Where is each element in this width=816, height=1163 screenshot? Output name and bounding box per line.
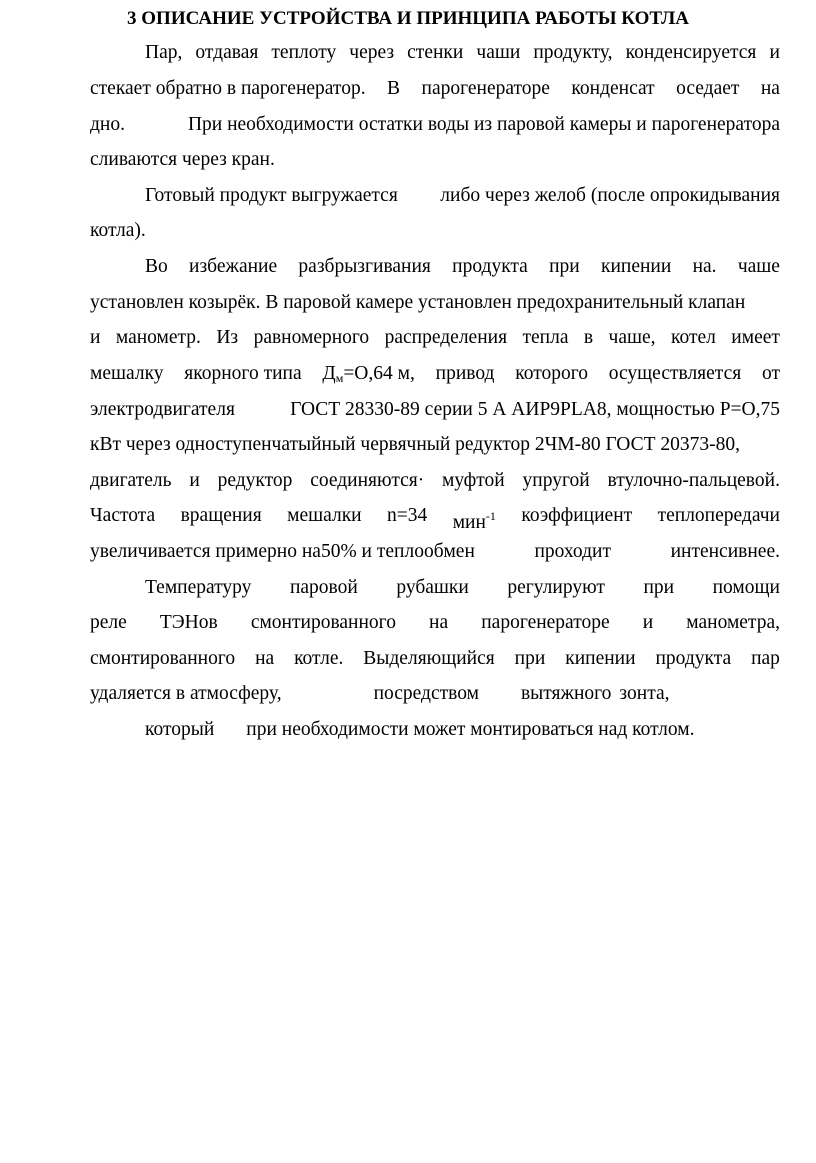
word: парогенераторе — [481, 612, 610, 633]
word: имеет — [731, 327, 780, 348]
word: кВт через одноступенчатыйный червячный редуктор 2ЧМ-80 ГОСТ 20373-80, — [90, 434, 741, 455]
word: Готовый продукт выгружается — [145, 185, 398, 206]
word: осуществляется — [608, 363, 742, 384]
diameter-formula — [322, 361, 414, 387]
word: редуктор — [217, 470, 293, 491]
word: электродвигателя — [90, 399, 235, 420]
unit-text: мин — [452, 512, 486, 533]
text-line — [90, 76, 780, 102]
word: продукта — [655, 648, 732, 669]
word: манометра, — [686, 612, 780, 633]
word: привод — [435, 363, 495, 384]
rpm-unit — [452, 503, 496, 533]
word: удаляется в атмосферу, — [90, 683, 282, 704]
word: на. — [692, 256, 717, 277]
word: при — [514, 648, 546, 669]
word: Пар, — [145, 42, 183, 63]
word: рубашки — [396, 577, 469, 598]
word: двигатель — [90, 470, 172, 491]
word: чаши — [476, 42, 521, 63]
word: и — [769, 42, 780, 63]
word: Температуру — [145, 577, 252, 598]
word: отдавая — [195, 42, 259, 63]
text-line — [90, 610, 780, 636]
word: котел — [670, 327, 716, 348]
word: при — [643, 577, 675, 598]
word: вращения — [180, 505, 262, 526]
word: упругой — [522, 470, 590, 491]
text-line — [90, 361, 780, 387]
text-line — [90, 468, 780, 494]
word: В — [387, 78, 401, 99]
word: смонтированного — [250, 612, 396, 633]
word: Выделяющийся — [363, 648, 495, 669]
word: ТЭНов — [159, 612, 218, 633]
word: интенсивнее. — [670, 541, 780, 562]
word: чаше, — [608, 327, 656, 348]
word: мешалки — [287, 505, 362, 526]
formula-letter: Д — [322, 363, 336, 384]
word: продукта — [452, 256, 528, 277]
word: муфтой — [442, 470, 505, 491]
text-line — [90, 218, 780, 244]
word: посредством — [373, 683, 479, 704]
word: тепла — [522, 327, 569, 348]
word: котла). — [90, 220, 146, 241]
word: через — [349, 42, 395, 63]
word: теплопередачи — [657, 505, 780, 526]
word: реле — [90, 612, 127, 633]
word: конденсируется — [625, 42, 757, 63]
word: кипении — [601, 256, 672, 277]
word: при необходимости может монтироваться над котлом. — [246, 719, 695, 740]
text-line — [90, 681, 730, 707]
word: смонтированного — [90, 648, 236, 669]
word: регулируют — [507, 577, 605, 598]
word: продукту, — [533, 42, 613, 63]
word: парогенераторе — [421, 78, 550, 99]
word: ГОСТ 28330-89 серии 5 А АИР9PLA8, мощностью Р=О,75 — [290, 399, 780, 420]
word: равномерного — [253, 327, 370, 348]
word: стекает обратно в парогенератор. — [90, 78, 366, 99]
word: на — [429, 612, 449, 633]
word: и — [642, 612, 654, 633]
word: избежание — [189, 256, 278, 277]
text-line — [90, 432, 780, 458]
text-line — [90, 397, 780, 423]
word: паровой — [289, 577, 358, 598]
word: в — [583, 327, 594, 348]
word: Из — [216, 327, 239, 348]
word: конденсат — [571, 78, 655, 99]
word: которого — [515, 363, 588, 384]
word: дно. — [90, 114, 125, 135]
word: манометр. — [115, 327, 201, 348]
text-line — [90, 290, 780, 316]
text-line — [90, 112, 780, 138]
text-line — [145, 717, 780, 743]
word: мешалку — [90, 363, 164, 384]
word: на — [255, 648, 275, 669]
word: n=34 — [387, 505, 428, 526]
formula-subscript: м — [335, 371, 344, 385]
word: вытяжного — [520, 683, 612, 704]
unit-exponent: -1 — [485, 509, 496, 523]
word: якорного типа — [184, 363, 302, 384]
text-line — [90, 646, 780, 672]
text-line — [90, 147, 780, 173]
word: увеличивается примерно на50% и теплообмен — [90, 541, 475, 562]
word: коэффициент — [521, 505, 633, 526]
word: проходит — [534, 541, 611, 562]
section-title: 3 ОПИСАНИЕ УСТРОЙСТВА И ПРИНЦИПА РАБОТЫ КОТЛА — [127, 8, 689, 29]
word: Частота — [90, 505, 156, 526]
text-line — [90, 539, 780, 565]
word: на — [760, 78, 780, 99]
word: разбрызгивания — [298, 256, 431, 277]
word: помощи — [712, 577, 780, 598]
word: теплоту — [271, 42, 337, 63]
text-line — [145, 183, 780, 209]
word: втулочно-пальцевой. — [607, 470, 780, 491]
word: кипении — [565, 648, 636, 669]
word: либо через желоб (после опрокидывания — [440, 185, 780, 206]
word: от — [761, 363, 780, 384]
word: стенки — [407, 42, 464, 63]
word: установлен козырёк. В паровой камере установлен предохранительный клапан — [90, 292, 746, 313]
word: распределения — [384, 327, 508, 348]
word: и — [90, 327, 101, 348]
text-line — [90, 325, 780, 351]
word: зонта, — [619, 683, 670, 704]
text-line — [145, 40, 780, 66]
word: При необходимости остатки воды из паровой камеры и парогенератора — [187, 114, 780, 135]
text-line — [145, 575, 780, 601]
word: который — [145, 719, 215, 740]
word: чаше — [737, 256, 780, 277]
word: сливаются через кран. — [90, 149, 275, 170]
text-line — [90, 503, 780, 533]
word: при — [549, 256, 580, 277]
word: оседает — [676, 78, 740, 99]
formula-value: =О,64 м, — [343, 363, 415, 384]
word: пар — [751, 648, 780, 669]
word: котле. — [294, 648, 344, 669]
word: соединяются· — [310, 470, 425, 491]
text-line — [145, 254, 780, 280]
word: Во — [145, 256, 168, 277]
word: и — [189, 470, 200, 491]
